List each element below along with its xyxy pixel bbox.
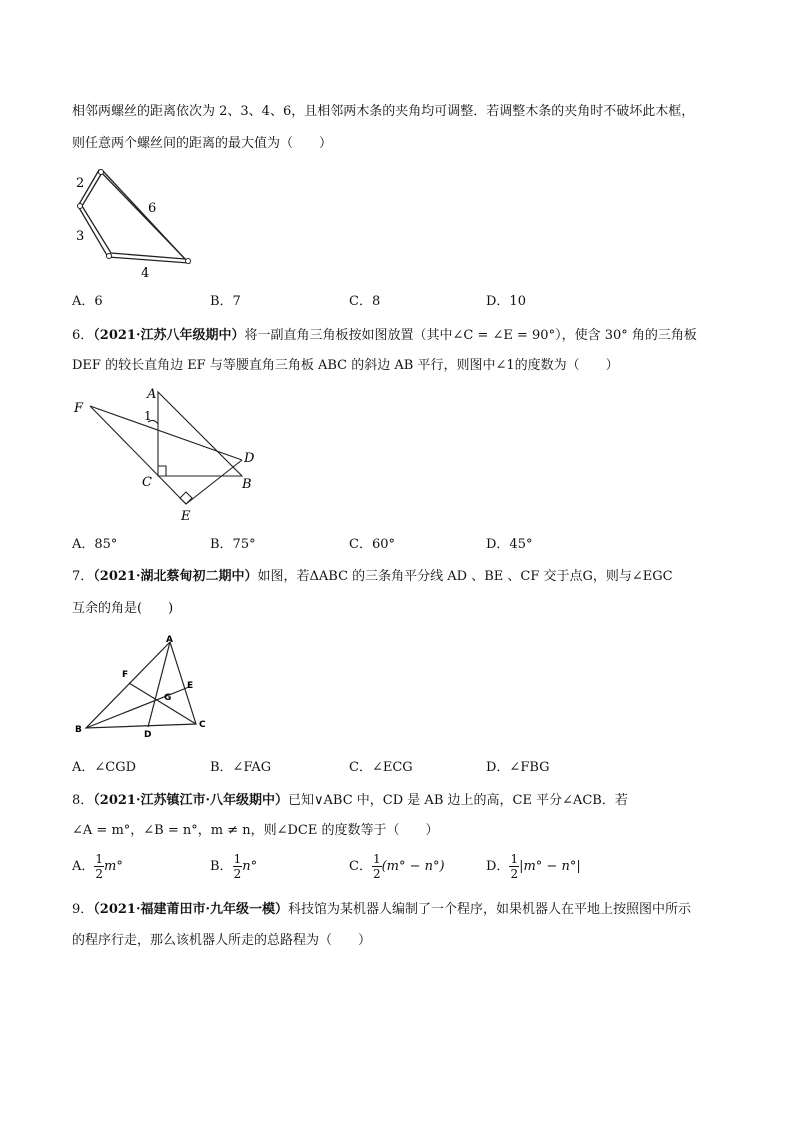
q6-option-b: B．75°	[210, 537, 256, 552]
q5-label-6: 6	[148, 201, 157, 216]
q7-stem-1: 如图，若ΔABC 的三条角平分线 AD 、BE 、CF 交于点G，则与∠EGC	[257, 569, 673, 584]
q5-label-3: 3	[76, 229, 85, 244]
q7-label-E: E	[187, 681, 194, 691]
q6-label-D: D	[244, 451, 255, 466]
q8-option-a: A． $\frac{1}{2}$ m°	[72, 852, 123, 881]
q6-label-F: F	[74, 401, 84, 416]
q6-label-A: A	[147, 387, 157, 402]
q8-stem-1: 已知∨ABC 中，CD 是 AB 边上的高，CE 平分∠ACB．若	[288, 793, 628, 808]
q7-angle-bisector-figure	[72, 632, 222, 744]
q9-stem-1: 科技馆为某机器人编制了一个程序，如果机器人在平地上按照图中所示	[288, 902, 692, 917]
q6-option-c: C．60°	[349, 537, 395, 552]
q6-text-line1	[72, 326, 697, 346]
q8-option-d: D． $\frac{1}{2}$ |m° − n°|	[486, 852, 581, 881]
q6-stem-1: 将一副直角三角板按如图放置（其中∠C = ∠E = 90°），使含 30° 角的三角板	[244, 328, 697, 343]
q5-option-a: A．6	[72, 294, 103, 309]
q9-text-line1	[72, 900, 691, 920]
fraction: $\frac{1}{2}$	[372, 852, 381, 881]
fraction: $\frac{1}{2}$	[233, 852, 242, 881]
q5-option-d: D．10	[486, 294, 526, 309]
q5-text-line1: 相邻两螺丝的距离依次为 2、3、4、6，且相邻两木条的夹角均可调整．若调整木条的夹角时不破坏此木框，	[72, 104, 695, 119]
q8-source: （2021·江苏镇江市·八年级期中）	[93, 793, 289, 808]
q6-option-a: A．85°	[72, 537, 118, 552]
q7-label-G: G	[164, 693, 172, 703]
q6-option-d: D．45°	[486, 537, 533, 552]
q9-source: （2021·福建莆田市·九年级一模）	[93, 902, 289, 917]
q7-option-c: C．∠ECG	[349, 760, 413, 775]
q5-label-2: 2	[76, 176, 85, 191]
q6-text-line2: DEF 的较长直角边 EF 与等腰直角三角板 ABC 的斜边 AB 平行，则图中∠1的度数为（ ）	[72, 358, 619, 373]
q6-source: （2021·江苏八年级期中）	[93, 328, 245, 343]
q8-option-b: B． $\frac{1}{2}$ n°	[210, 852, 258, 881]
q7-label-B: B	[75, 725, 82, 735]
q7-text-line2: 互余的角是( )	[72, 601, 174, 616]
q5-label-4: 4	[141, 266, 150, 280]
q6-triangle-figure	[70, 384, 270, 524]
q8-number: 8．	[72, 793, 94, 808]
q5-option-c: C．8	[349, 294, 381, 309]
q7-label-D: D	[144, 730, 152, 740]
q9-text-line2: 的程序行走，那么该机器人所走的总路程为（ ）	[72, 933, 372, 948]
q7-number: 7．	[72, 569, 94, 584]
q7-label-C: C	[199, 720, 206, 730]
q6-label-E: E	[181, 509, 191, 524]
q7-option-d: D．∠FBG	[486, 760, 550, 775]
q5-text-line2: 则任意两个螺丝间的距离的最大值为（ ）	[72, 136, 333, 151]
fraction: $\frac{1}{2}$	[95, 852, 104, 881]
q8-text-line1	[72, 791, 628, 811]
q5-wooden-frame-figure	[68, 162, 208, 280]
q7-option-a: A．∠CGD	[72, 760, 137, 775]
q7-label-A: A	[166, 635, 173, 645]
q8-text-line2: ∠A = m°，∠B = n°，m ≠ n，则∠DCE 的度数等于（ ）	[72, 823, 439, 838]
q7-source: （2021·湖北蔡甸初二期中）	[93, 569, 258, 584]
fraction: $\frac{1}{2}$	[510, 852, 519, 881]
q6-label-C: C	[142, 475, 152, 490]
q6-label-1: 1	[144, 409, 152, 423]
q6-number: 6．	[72, 328, 94, 343]
q9-number: 9．	[72, 902, 94, 917]
q7-label-F: F	[122, 670, 129, 680]
q8-option-c: C． $\frac{1}{2}$ (m° − n°)	[349, 852, 445, 881]
q5-option-b: B．7	[210, 294, 241, 309]
q6-label-B: B	[242, 477, 252, 492]
q7-text-line1	[72, 567, 673, 587]
q7-option-b: B．∠FAG	[210, 760, 272, 775]
